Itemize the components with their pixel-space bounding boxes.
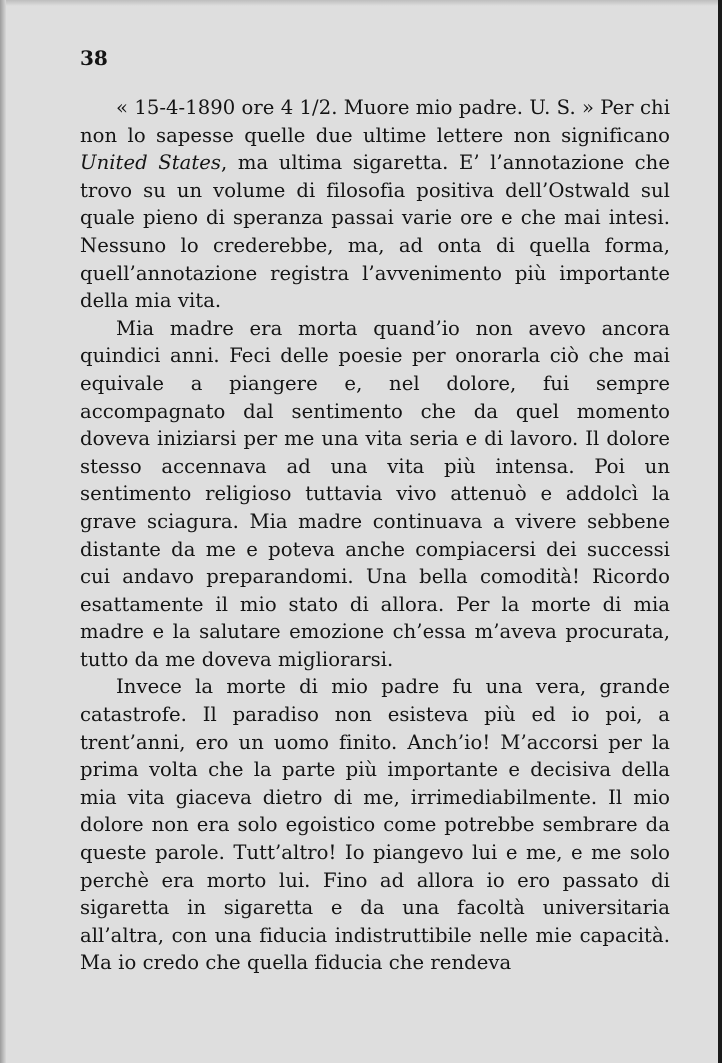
paragraph-1-segment-3: , ma ultima sigaretta. E’ l’annotazione che trovo su un volume di filosofia positiva dell’Ostwald sul quale pieno di speranza passai varie ore e che mai intesi. Nessuno lo crederebbe, ma, ad onta di quella forma, quell’annotazione registra l’avvenimento più importante della mia vita.	[80, 151, 670, 313]
paragraph-1	[80, 94, 670, 315]
page-gutter-shadow	[0, 0, 6, 1063]
page-right-edge	[718, 0, 722, 1063]
page-top-shadow	[0, 0, 722, 6]
page-number: 38	[80, 46, 108, 70]
paragraph-2	[80, 315, 670, 674]
paragraph-1-segment-1: « 15-4-1890 ore 4 1/2. Muore mio padre. U. S. » Per chi non lo sapesse quelle due ultime lettere non significano	[80, 96, 671, 147]
paragraph-2-segment-1: Mia madre era morta quand’io non avevo ancora quindici anni. Feci delle poesie per onorarla ciò che mai equivale a piangere e, nel dolore, fui sempre accompagnato dal sentimento che da quel momento doveva iniziarsi per me una vita seria e di lavoro. Il dolore stesso accennava ad una vita più intensa. Poi un sentimento religioso tuttavia vivo attenuò e addolcì la grave sciagura. Mia madre continuava a vivere sebbene distante da me e poteva anche compiacersi dei successi cui andavo preparandomi. Una bella comodità! Ricordo esattamente il mio stato di allora. Per la morte di mia madre e la salutare emozione ch’essa m’aveva procurata, tutto da me doveva migliorarsi.	[80, 316, 670, 671]
paragraph-1-segment-2: United States	[80, 151, 222, 175]
paragraph-3-segment-1: Invece la morte di mio padre fu una vera, grande catastrofe. Il paradiso non esisteva più ed io poi, a trent’anni, ero un uomo finito. Anch’io! M’accorsi per la prima volta che la parte più importante e decisiva della mia vita giaceva dietro di me, irrimediabilmente. Il mio dolore non era solo egoistico come potrebbe sembrare da queste parole. Tutt’altro! Io piangevo lui e me, e me solo perchè era morto lui. Fino ad allora io ero passato di sigaretta in sigaretta e da una facoltà universitaria all’altra, con una fiducia indistruttibile nelle mie capacità. Ma io credo che quella fiducia che rendeva	[80, 675, 670, 975]
body-text	[80, 94, 670, 977]
paragraph-3	[80, 673, 670, 977]
